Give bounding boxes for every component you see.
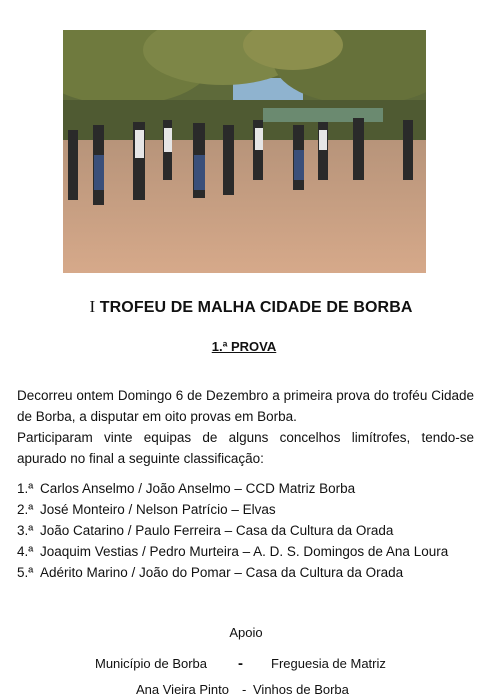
sponsor-vinhos-de-borba: Vinhos de Borba bbox=[253, 682, 349, 697]
sponsor-separator: - bbox=[242, 682, 247, 697]
document-subtitle: 1.ª PROVA bbox=[211, 339, 277, 354]
sponsor-separator: - bbox=[238, 655, 243, 672]
ranking-item bbox=[17, 520, 487, 541]
ranking-position: 3.ª bbox=[17, 523, 34, 538]
document-title bbox=[0, 297, 502, 317]
event-photo bbox=[63, 30, 426, 273]
ranking-item bbox=[17, 562, 487, 583]
ranking-entry: Adérito Marino / João do Pomar – Casa da Cultura da Orada bbox=[40, 565, 404, 580]
ranking-entry: José Monteiro / Nelson Patrício – Elvas bbox=[40, 502, 276, 517]
ranking-entry: João Catarino / Paulo Ferreira – Casa da Cultura da Orada bbox=[40, 523, 394, 538]
ranking-entry: Carlos Anselmo / João Anselmo – CCD Matriz Borba bbox=[40, 481, 356, 496]
ranking-position: 5.ª bbox=[17, 565, 34, 580]
title-text: TROFEU DE MALHA CIDADE DE BORBA bbox=[99, 299, 413, 316]
event-photo-illustration bbox=[63, 30, 426, 273]
title-numeral: I bbox=[89, 297, 96, 316]
ranking-item bbox=[17, 541, 487, 562]
ranking-item bbox=[17, 478, 487, 499]
ranking-item bbox=[17, 499, 487, 520]
ranking-position: 1.ª bbox=[17, 481, 34, 496]
ranking-entry: Joaquim Vestias / Pedro Murteira – A. D. S. Domingos de Ana Loura bbox=[40, 544, 449, 559]
paragraph-intro: Decorreu ontem Domingo 6 de Dezembro a primeira prova do troféu Cidade de Borba, a disputar em oito provas em Borba. bbox=[17, 388, 474, 424]
sponsor-ana-vieira-pinto: Ana Vieira Pinto bbox=[136, 682, 229, 697]
sponsor-freguesia: Freguesia de Matriz bbox=[271, 656, 386, 671]
ranking-list bbox=[17, 478, 487, 583]
support-heading: Apoio bbox=[229, 625, 263, 640]
paragraph-participation: Participaram vinte equipas de alguns concelhos limítrofes, tendo-se apurado no final a seguinte classificação: bbox=[17, 430, 474, 466]
ranking-position: 2.ª bbox=[17, 502, 34, 517]
ranking-position: 4.ª bbox=[17, 544, 34, 559]
sponsor-municipio: Município de Borba bbox=[95, 656, 208, 671]
